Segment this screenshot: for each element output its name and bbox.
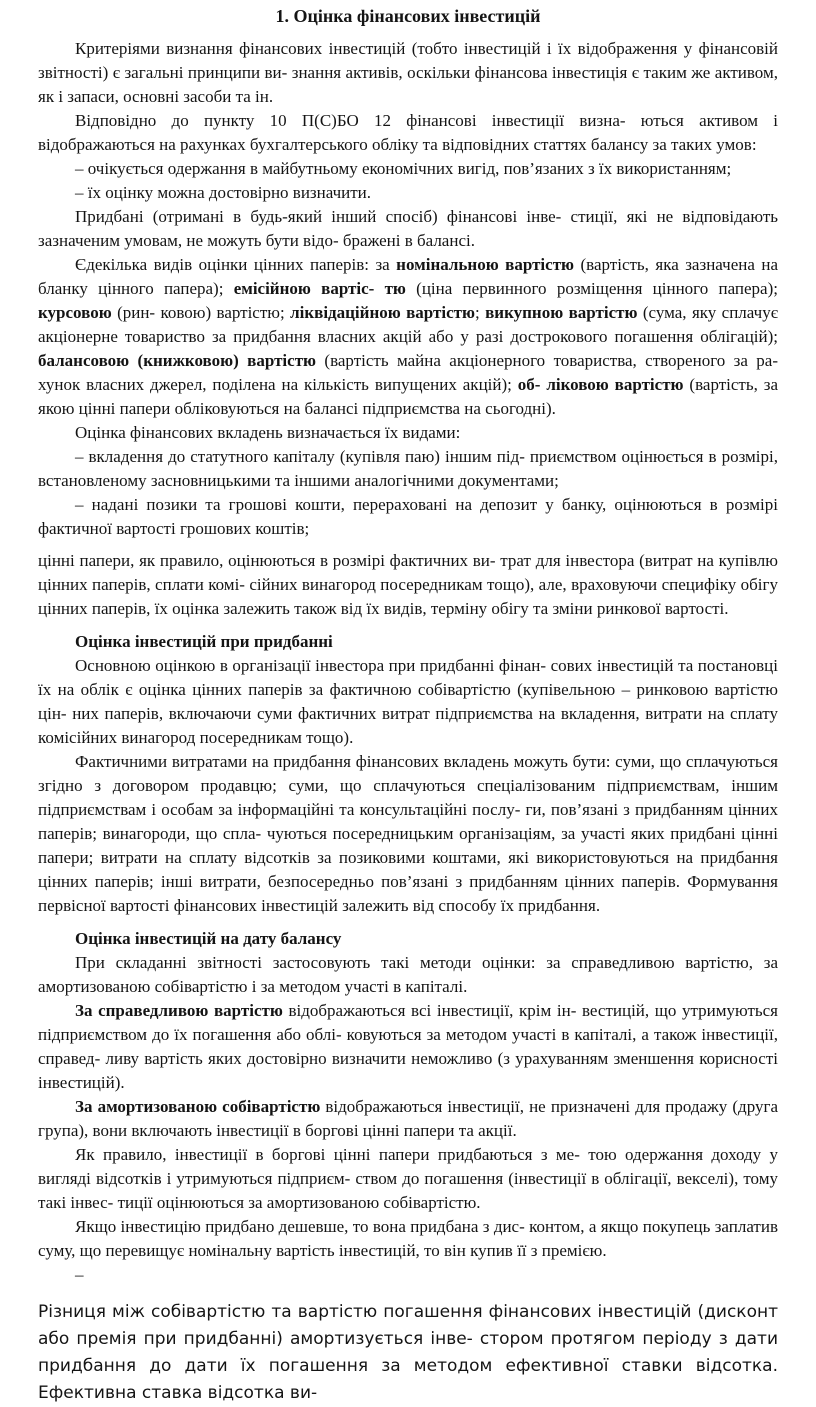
body-text: Придбані (отримані в будь-який інший спосіб) фінансові інве- стиції, які не відповідають зазначеним умовам, не можуть бути відо- бражені в балансі. xyxy=(38,207,778,250)
bold-text: За амортизованою собівартістю xyxy=(75,1097,321,1116)
paragraph xyxy=(38,421,778,445)
bold-text: Оцінка інвестицій при придбанні xyxy=(75,632,333,651)
document-body xyxy=(38,37,778,1407)
bold-text: За справедливою вартістю xyxy=(75,1001,283,1020)
paragraph xyxy=(38,549,778,621)
body-text: цінні папери, як правило, оцінюються в розмірі фактичних ви- трат для інвестора (витрат на купівлю цінних паперів, сплати комі- сійних винагород посередникам тощо), але, враховуючи специфіку обігу цінних паперів, їх оцінка залежить також від їх видів, терміну обігу та зміни ринкової вартості. xyxy=(38,551,778,618)
body-text: ; xyxy=(475,303,486,322)
section-heading xyxy=(38,927,778,951)
bold-text: курсовою xyxy=(38,303,112,322)
body-text: – надані позики та грошові кошти, перераховані на депозит у банку, оцінюються в розмірі фактичної вартості грошових коштів; xyxy=(38,495,778,538)
paragraph xyxy=(38,445,778,493)
body-text: відображаються всі інвестиції, крім ін- вестицій, що утримуються підприємством до їх погашення або облі- ковуються за методом участі в капіталі, а також інвестиції, справед- ливу вартість яких достовірно визначити неможливо (з урахуванням зменшення корисності інвестицій). xyxy=(38,1001,778,1092)
body-text: – xyxy=(75,1265,84,1284)
paragraph xyxy=(38,109,778,157)
body-text: – їх оцінку можна достовірно визначити. xyxy=(75,183,372,202)
body-text: відображаються інвестиції, не призначені для продажу (друга група), вони включають інвестиції в боргові цінні папери та акції. xyxy=(38,1097,778,1140)
body-text: (рин- ковою) вартістю; xyxy=(111,303,291,322)
body-text: (вартість майна акціонерного товариства, створеного за ра- хунок власних джерел, поділена на кількість випущених акцій); xyxy=(38,351,778,394)
body-text: (ціна первинного розміщення цінного папера); xyxy=(405,279,778,298)
body-text: – вкладення до статутного капіталу (купівля паю) іншим під- приємством оцінюється в розмірі, встановленому засновницькими та іншими аналогічними документами; xyxy=(38,447,778,490)
paragraph xyxy=(38,750,778,918)
body-text: Критеріями визнання фінансових інвестицій (тобто інвестицій і їх відображення у фінансовій звітності) є загальні принципи ви- знання активів, оскільки фінансова інвестиція є таким же активом, як і запаси, основні засоби та ін. xyxy=(38,39,778,106)
paragraph xyxy=(38,1215,778,1263)
paragraph xyxy=(38,253,778,421)
body-text: Різниця між собівартістю та вартістю погашення фінансових інвестицій (дисконт або премія при придбанні) амортизується інве- стором протягом періоду з дати придбання до дати їх погашення за методом ефективної ставки відсотка. Ефективна ставка відсотка ви- xyxy=(38,1302,778,1403)
body-text: Оцінка фінансових вкладень визначається їх видами: xyxy=(75,423,461,442)
paragraph xyxy=(38,1263,778,1287)
paragraph xyxy=(38,951,778,999)
bold-text: емісійною вартіс- тю xyxy=(233,279,406,298)
body-text: Відповідно до пункту 10 П(С)БО 12 фінансові інвестиції визна- ються активом і відображаються на рахунках бухгалтерського обліку та відповідних статтях балансу за таких умов: xyxy=(38,111,778,154)
paragraph xyxy=(38,181,778,205)
body-text: Як правило, інвестиції в боргові цінні папери придбаються з ме- тою одержання доходу у вигляді відсотків і утримуються підприєм- ством до погашення (інвестиції в облігації, векселі), тому такі інвес- тиції оцінюються за амортизованою собівартістю. xyxy=(38,1145,778,1212)
body-text: Фактичними витратами на придбання фінансових вкладень можуть бути: суми, що сплачуються згідно з договором продавцю; суми, що сплачуються спеціалізованим підприємствам, іншим підприємствам і особам за інформаційні та консультаційні послу- ги, пов’язані з придбанням цінних паперів; винагороди, що спла- чуються посередницьким організаціям, за участі яких придбані цінні папери; витрати на сплату відсотків за позиковими коштами, які використовуються на придбання цінних паперів; інші витрати, безпосередньо пов’язані з придбанням цінних паперів. Формування первісної вартості фінансових інвестицій залежить від способу їх придбання. xyxy=(38,752,778,915)
body-text: (вартість, за якою цінні папери обліковуються на балансі підприємства на сьогодні). xyxy=(38,375,778,418)
page-title: 1. Оцінка фінансових інвестицій xyxy=(275,6,541,26)
paragraph xyxy=(38,37,778,109)
body-text: Єдекілька видів оцінки цінних паперів: за xyxy=(75,255,397,274)
paragraph xyxy=(38,493,778,541)
paragraph xyxy=(38,1095,778,1143)
bold-text: балансовою (книжковою) вартістю xyxy=(38,351,317,370)
body-text: – очікується одержання в майбутньому економічних вигід, пов’язаних з їх використанням; xyxy=(75,159,732,178)
paragraph xyxy=(38,1299,778,1407)
paragraph xyxy=(38,654,778,750)
paragraph xyxy=(38,1143,778,1215)
body-text: (сума, яку сплачує акціонерне товариство за придбання власних акцій або у разі дострокового погашення облігацій); xyxy=(38,303,778,346)
bold-text: номінальною вартістю xyxy=(396,255,575,274)
section-heading xyxy=(38,630,778,654)
bold-text: об- ліковою вартістю xyxy=(517,375,684,394)
bold-text: ліквідаційною вартістю xyxy=(290,303,475,322)
paragraph xyxy=(38,157,778,181)
bold-text: Оцінка інвестицій на дату балансу xyxy=(75,929,342,948)
body-text: При складанні звітності застосовують такі методи оцінки: за справедливою вартістю, за амортизованою собівартістю і за методом участі в капіталі. xyxy=(38,953,778,996)
paragraph xyxy=(38,205,778,253)
body-text: Основною оцінкою в організації інвестора при придбанні фінан- сових інвестицій та постановці їх на облік є оцінка цінних паперів за фактичною собівартістю (купівельною – ринковою вартістю цін- них паперів, включаючи суми фактичних витрат підприємства на вкладення, витрати на сплату комісійних винагород посередникам тощо). xyxy=(38,656,778,747)
bold-text: викупною вартістю xyxy=(485,303,638,322)
body-text: Якщо інвестицію придбано дешевше, то вона придбана з дис- контом, а якщо покупець заплатив суму, що перевищує номінальну вартість інвестицій, то він купив її з премією. xyxy=(38,1217,778,1260)
body-text: (вартість, яка зазначена на бланку цінного папера); xyxy=(38,255,778,298)
paragraph xyxy=(38,999,778,1095)
